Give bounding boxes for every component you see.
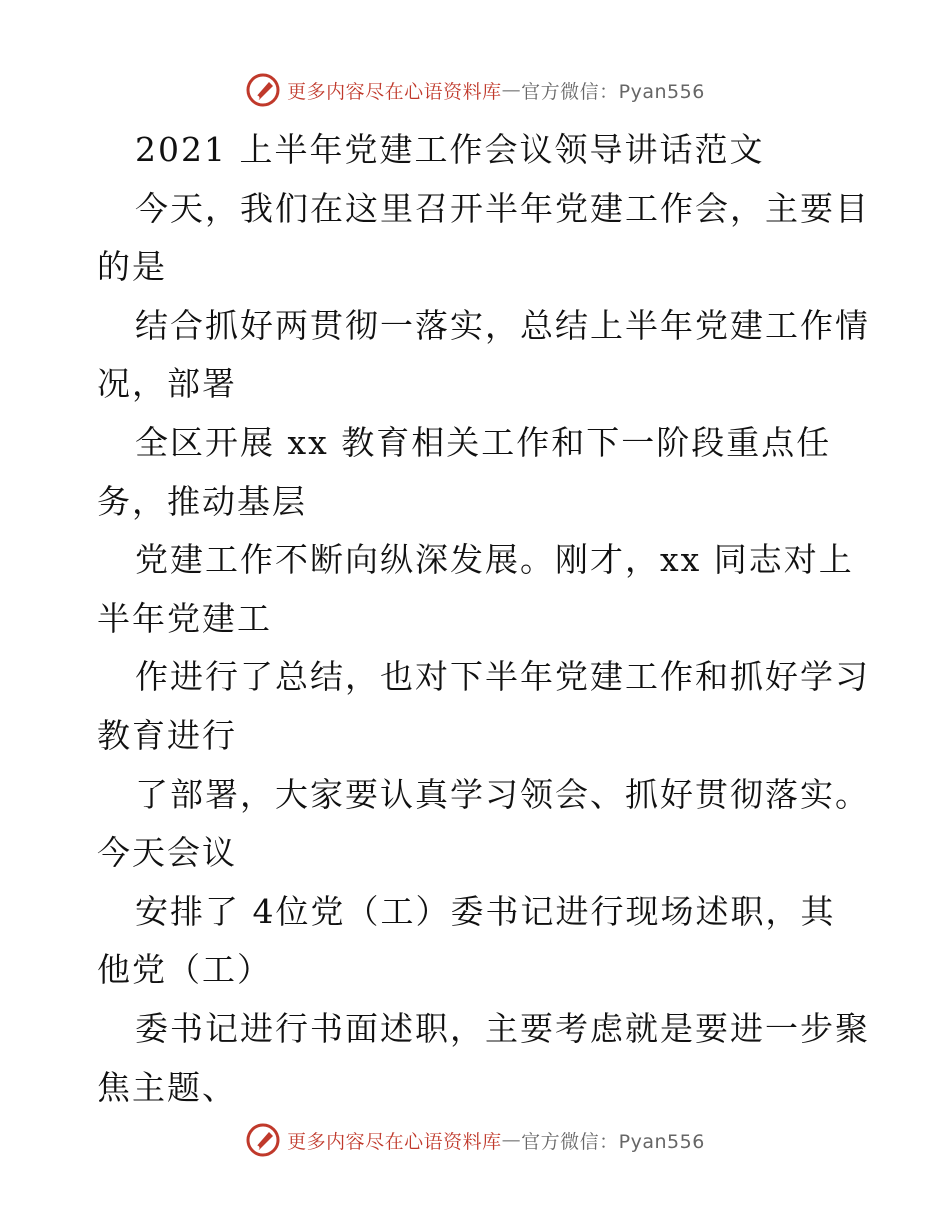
pen-logo-icon: [245, 72, 281, 108]
header-banner: [0, 70, 950, 110]
text-line: 的是: [97, 247, 167, 287]
document-body: [97, 121, 887, 1117]
text-line: 党建工作不断向纵深发展。刚才，xx 同志对上: [135, 540, 854, 580]
text-line: 作进行了总结，也对下半年党建工作和抓好学习: [135, 657, 870, 697]
text-line: 安排了 4位党（工）委书记进行现场述职，其: [135, 891, 836, 931]
paragraph-lines: [97, 180, 887, 1118]
text-line: 教育进行: [97, 715, 237, 755]
text-line: 他党（工）: [97, 950, 272, 990]
banner-text: 更多内容尽在心语资料库: [287, 80, 502, 103]
text-line: 半年党建工: [97, 598, 272, 638]
text-line: 结合抓好两贯彻一落实，总结上半年党建工作情: [135, 305, 870, 345]
text-line: 委书记进行书面述职，主要考虑就是要进一步聚: [135, 1008, 870, 1048]
text-line: 务，推动基层: [97, 481, 307, 521]
banner-dash: —: [501, 1129, 522, 1151]
banner-wechat: 官方微信：Pyan556: [521, 80, 705, 103]
text-line: 了部署，大家要认真学习领会、抓好贯彻落实。: [135, 774, 870, 814]
text-line: 况，部署: [97, 364, 237, 404]
banner-text: 更多内容尽在心语资料库: [287, 1130, 502, 1153]
pen-logo-icon: [245, 1122, 281, 1158]
banner-wechat: 官方微信：Pyan556: [521, 1130, 705, 1153]
text-line: 今天会议: [97, 833, 237, 873]
footer-banner: [0, 1120, 950, 1160]
document-title: 2021 上半年党建工作会议领导讲话范文: [135, 130, 765, 169]
banner-dash: —: [501, 79, 522, 101]
text-line: 全区开展 xx 教育相关工作和下一阶段重点任: [135, 422, 832, 462]
text-line: 焦主题、: [97, 1067, 237, 1107]
text-line: 今天，我们在这里召开半年党建工作会，主要目: [135, 188, 870, 228]
